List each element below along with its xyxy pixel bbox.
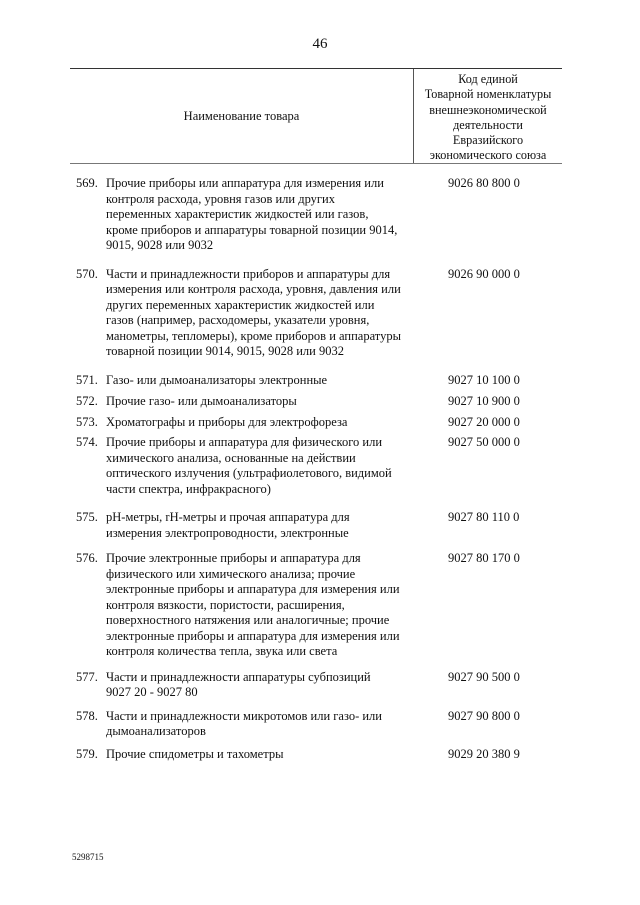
description-line: измерения электропроводности, электронные <box>106 525 349 540</box>
description-line: дымоанализаторов <box>106 724 206 738</box>
row-number: 570. <box>76 266 98 281</box>
description-line: газов (например, расходомеры, указатели уровня, <box>106 313 370 327</box>
row-number: 578. <box>76 708 98 723</box>
page-number: 46 <box>312 36 328 52</box>
description-line: 9015, 9028 или 9032 <box>106 238 214 252</box>
description-line: переменных характеристик жидкостей или газов, <box>106 207 369 221</box>
row-number: 574. <box>76 435 98 449</box>
row-code: 9027 80 170 0 <box>448 551 520 565</box>
description-line: поверхностного натяжения или аналогичные; прочие <box>106 613 390 627</box>
description-line: Части и принадлежности аппаратуры субпозиций <box>106 669 371 684</box>
row-code: 9027 50 000 0 <box>448 435 520 449</box>
row-description <box>106 551 406 660</box>
table-row <box>0 435 640 497</box>
row-number: 579. <box>76 746 98 761</box>
table-row <box>0 551 640 660</box>
row-description <box>106 176 406 254</box>
row-number: 575. <box>76 510 98 524</box>
header-code-line: внешнеэкономической <box>429 102 547 117</box>
row-number: 573. <box>76 414 98 429</box>
description-line: кроме приборов и аппаратуры товарной позиции 9014, <box>106 222 398 237</box>
table-row <box>0 267 640 360</box>
table-row <box>0 176 640 254</box>
description-line: химического анализа, основанные на действии <box>106 450 356 465</box>
description-line: Хроматографы и приборы для электрофореза <box>106 414 348 429</box>
row-code: 9027 10 100 0 <box>448 372 520 387</box>
description-line: Части и принадлежности микротомов или газо- или <box>106 708 382 723</box>
header-code-line: Код единой <box>458 72 518 86</box>
table-header <box>70 68 562 164</box>
description-line: Прочие электронные приборы и аппаратура для <box>106 551 361 565</box>
header-code-line: Евразийского <box>452 133 524 148</box>
description-line: Прочие спидометры и тахометры <box>106 746 284 761</box>
row-code: 9027 90 500 0 <box>448 669 520 684</box>
row-number: 572. <box>76 394 98 408</box>
description-line: части спектра, инфракрасного) <box>106 481 271 496</box>
row-description <box>106 435 406 497</box>
description-line: 9027 20 - 9027 80 <box>106 685 198 699</box>
description-line: манометры, тепломеры), кроме приборов и аппаратуры <box>106 328 401 343</box>
description-line: контроля количества тепла, звука или света <box>106 644 338 658</box>
table-row <box>0 747 640 763</box>
row-code: 9026 90 000 0 <box>448 266 520 281</box>
description-line: измерения или контроля расхода, уровня, давления или <box>106 282 401 296</box>
row-number: 576. <box>76 551 98 565</box>
row-code: 9026 80 800 0 <box>448 176 520 190</box>
row-number: 571. <box>76 372 98 387</box>
row-code: 9029 20 380 9 <box>448 746 520 761</box>
header-code-column <box>414 72 562 164</box>
description-line: электронные приборы и аппаратура для измерения или <box>106 582 400 596</box>
row-description <box>106 510 406 541</box>
row-code: 9027 20 000 0 <box>448 414 520 429</box>
header-code-line: экономического союза <box>429 148 547 163</box>
header-name-column: Наименование товара <box>183 108 300 123</box>
table-row <box>0 670 640 701</box>
description-line: электронные приборы и аппаратура для измерения или <box>106 628 400 643</box>
description-line: Газо- или дымоанализаторы электронные <box>106 372 328 387</box>
header-code-line: деятельности <box>453 117 523 132</box>
row-description <box>106 415 406 431</box>
row-description <box>106 373 406 389</box>
table-row <box>0 415 640 431</box>
row-code: 9027 80 110 0 <box>448 510 520 524</box>
row-description <box>106 670 406 701</box>
row-description <box>106 747 406 763</box>
description-line: товарной позиции 9014, 9015, 9028 или 9032 <box>106 344 344 358</box>
document-id: 5298715 <box>72 852 104 862</box>
row-code: 9027 90 800 0 <box>448 708 520 723</box>
description-line: других переменных характеристик жидкостей или <box>106 297 375 312</box>
row-description <box>106 267 406 360</box>
row-description <box>106 709 406 740</box>
table-row <box>0 394 640 410</box>
row-number: 577. <box>76 669 98 684</box>
row-code: 9027 10 900 0 <box>448 394 520 408</box>
description-line: Прочие приборы и аппаратура для физического или <box>106 435 383 449</box>
table-body <box>0 176 640 762</box>
description-line: Прочие приборы или аппаратура для измерения или <box>106 176 384 190</box>
table-row <box>0 709 640 740</box>
description-line: оптического излучения (ультрафиолетового, видимой <box>106 466 392 480</box>
table-row <box>0 373 640 389</box>
row-number: 569. <box>76 176 98 190</box>
row-description <box>106 394 406 410</box>
description-line: физического или химического анализа; прочие <box>106 566 356 581</box>
description-line: pH-метры, rH-метры и прочая аппаратура для <box>106 510 350 524</box>
description-line: Прочие газо- или дымоанализаторы <box>106 394 297 408</box>
table-row <box>0 510 640 541</box>
header-code-line: Товарной номенклатуры <box>424 87 552 102</box>
description-line: контроля вязкости, пористости, расширения, <box>106 597 345 612</box>
description-line: контроля расхода, уровня газов или других <box>106 191 335 206</box>
description-line: Части и принадлежности приборов и аппаратуры для <box>106 266 391 281</box>
